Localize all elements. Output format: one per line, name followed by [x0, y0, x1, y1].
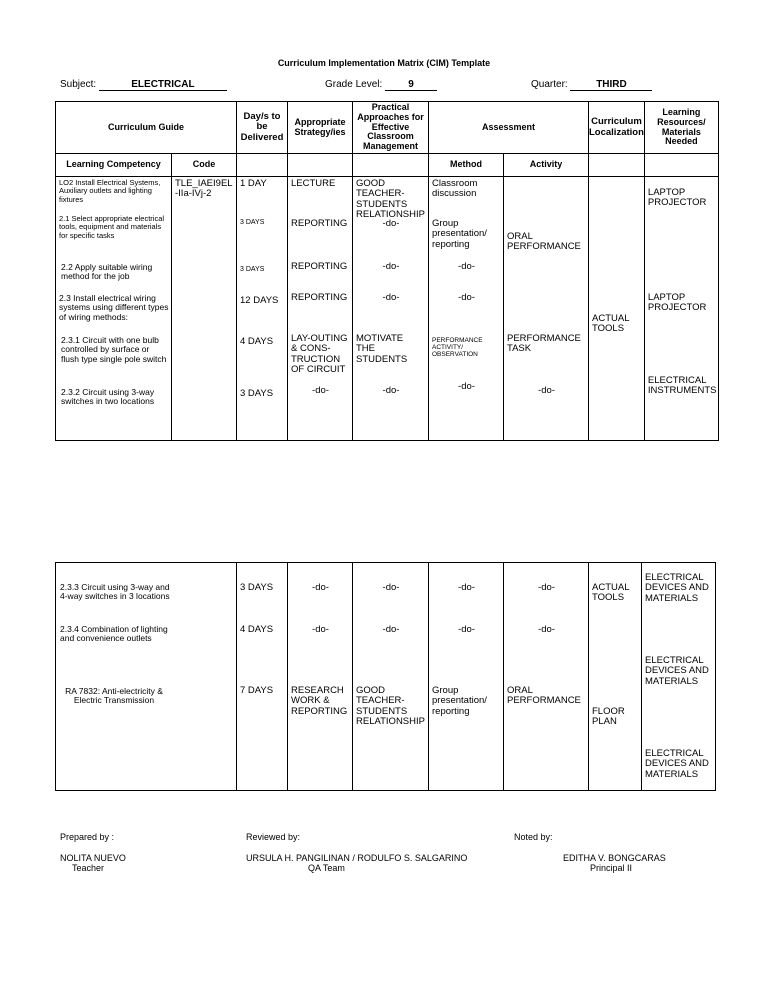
days-cell [237, 177, 288, 441]
resources-cell [642, 563, 716, 791]
resources-value: LAPTOP PROJECTOR [647, 292, 707, 314]
competency-ra-7832: RA 7832: Anti-electricity & Electric Transmission [65, 686, 163, 706]
practical-cell [353, 177, 429, 441]
practical-value: GOOD TEACHER-STUDENTS RELATIONSHIP [356, 685, 425, 728]
col-competency: Learning Competency [56, 154, 172, 177]
strategy-value: REPORTING [291, 292, 348, 303]
col-practical: Practical Approaches for Effective Classroom Management [353, 102, 429, 154]
grade-label: Grade Level: [325, 79, 383, 90]
competency-2-2: 2.2 Apply suitable wiring method for the job [61, 262, 153, 282]
practical-value: -do- [382, 624, 400, 635]
days-value: 12 DAYS [240, 295, 279, 306]
competency-code: TLE_IAEI9EL-IIa-IVj-2 [175, 178, 233, 200]
resources-value: LAPTOP PROJECTOR [647, 187, 707, 209]
subject-label: Subject: [60, 79, 97, 90]
quarter-label: Quarter: [531, 79, 568, 90]
localization-cell [589, 177, 645, 441]
competency-2-3-3: 2.3.3 Circuit using 3-way and 4-way switches in 3 locations [60, 582, 170, 602]
competency-2-3: 2.3 Install electrical wiring systems using different types of wiring methods: [59, 293, 169, 322]
method-value: -do- [458, 381, 475, 392]
prepared-by-label: Prepared by : [60, 832, 115, 842]
competency-2-1: 2.1 Select appropriate electrical tools, equipment and materials for specific tasks [59, 214, 165, 240]
competency-2-3-2: 2.3.2 Circuit using 3-way switches in two locations [61, 387, 155, 407]
activity-value: PERFORMANCE TASK [507, 333, 581, 355]
method-value: Group presentation/ reporting [432, 685, 487, 717]
reviewed-by-label: Reviewed by: [246, 832, 301, 842]
days-value: 3 DAYS [240, 219, 265, 226]
strategy-value: LECTURE [291, 178, 336, 189]
days-cell [237, 563, 288, 791]
days-value: 4 DAYS [240, 624, 274, 635]
code-cell [172, 177, 237, 441]
activity-value: -do- [538, 582, 555, 593]
strategy-cell [288, 177, 353, 441]
practical-value: GOOD TEACHER-STUDENTS RELATIONSHIP [356, 178, 425, 221]
cim-table-2 [55, 562, 716, 791]
strategy-value: REPORTING [291, 261, 348, 272]
days-value: 4 DAYS [240, 336, 274, 347]
strategy-value: -do- [312, 582, 329, 593]
noted-by-role: Principal II [590, 863, 633, 873]
strategy-value: LAY-OUTING & CONS-TRUCTION OF CIRCUIT [291, 333, 348, 376]
localization-value: ACTUAL TOOLS [592, 313, 630, 335]
method-cell [429, 563, 504, 791]
practical-value: -do- [382, 292, 400, 303]
prepared-by-role: Teacher [72, 863, 105, 873]
cim-table-1 [55, 101, 719, 441]
resources-value: ELECTRICAL DEVICES AND MATERIALS [645, 655, 709, 687]
days-value: 3 DAYS [240, 582, 274, 593]
competency-lo2: LO2 Install Electrical Systems, Auxiliary outlets and lighting fixtures [59, 178, 161, 204]
method-value: -do- [458, 624, 475, 635]
activity-cell [504, 177, 589, 441]
method-value: PERFORMANCE ACTIVITY/ OBSERVATION [432, 337, 483, 359]
days-value: 3 DAYS [240, 388, 274, 399]
practical-value: MOTIVATE THE STUDENTS [356, 333, 408, 365]
col-assessment: Assessment [429, 102, 589, 154]
method-cell [429, 177, 504, 441]
strategy-value: -do- [312, 624, 329, 635]
document-title: Curriculum Implementation Matrix (CIM) Template [277, 58, 491, 68]
method-value: -do- [458, 261, 475, 272]
strategy-value: RESEARCH WORK & REPORTING [291, 685, 348, 717]
activity-value: -do- [538, 624, 555, 635]
competency-cell [56, 563, 237, 791]
practical-value: -do- [382, 582, 400, 593]
method-value: Classroom discussion [432, 178, 478, 200]
col-days: Day/s to be Delivered [237, 102, 288, 154]
noted-by-name: EDITHA V. BONGCARAS [563, 853, 666, 863]
practical-value: -do- [382, 218, 400, 229]
col-method: Method [429, 154, 504, 177]
days-value: 3 DAYS [240, 266, 265, 273]
days-value: 7 DAYS [240, 685, 274, 696]
resources-value: ELECTRICAL DEVICES AND MATERIALS [645, 572, 709, 604]
practical-cell [353, 563, 429, 791]
activity-value: -do- [538, 385, 555, 396]
subject-value: ELECTRICAL [99, 79, 227, 91]
localization-value: FLOOR PLAN [592, 706, 625, 728]
localization-value: ACTUAL TOOLS [592, 582, 630, 604]
col-curriculum-guide: Curriculum Guide [56, 102, 237, 154]
activity-cell [504, 563, 589, 791]
practical-value: -do- [382, 261, 400, 272]
method-value: Group presentation/ reporting [432, 218, 487, 250]
competency-2-3-4: 2.3.4 Combination of lighting and convenience outlets [60, 624, 168, 644]
days-value: 1 DAY [240, 178, 267, 189]
practical-value: -do- [382, 385, 400, 396]
activity-value: ORAL PERFORMANCE [507, 685, 581, 707]
col-code: Code [172, 154, 237, 177]
subject-field [60, 79, 227, 91]
resources-value: ELECTRICAL INSTRUMENTS [647, 375, 717, 397]
col-activity: Activity [504, 154, 589, 177]
strategy-cell [288, 563, 353, 791]
col-localization: Curriculum Localization [589, 102, 645, 154]
noted-by-label: Noted by: [514, 832, 553, 842]
grade-field [325, 79, 437, 91]
quarter-field [531, 79, 652, 91]
strategy-value: REPORTING [291, 218, 348, 229]
strategy-value: -do- [312, 385, 329, 396]
quarter-value: THIRD [570, 79, 652, 91]
competency-2-3-1: 2.3.1 Circuit with one bulb controlled by surface or flush type single pole switch [61, 335, 167, 364]
resources-cell [644, 177, 718, 441]
prepared-by-name: NOLITA NUEVO [60, 853, 126, 863]
competency-cell [56, 177, 172, 441]
reviewed-by-role: QA Team [308, 863, 345, 873]
col-resources: Learning Resources/ Materials Needed [644, 102, 718, 154]
grade-value: 9 [385, 79, 437, 91]
activity-value: ORAL PERFORMANCE [507, 231, 581, 253]
method-value: -do- [458, 582, 475, 593]
reviewed-by-name: URSULA H. PANGILINAN / RODULFO S. SALGARINO [246, 853, 468, 863]
resources-value: ELECTRICAL DEVICES AND MATERIALS [645, 748, 709, 780]
method-value: -do- [458, 292, 475, 303]
col-strategy: Appropriate Strategy/ies [288, 102, 353, 154]
localization-cell [589, 563, 642, 791]
